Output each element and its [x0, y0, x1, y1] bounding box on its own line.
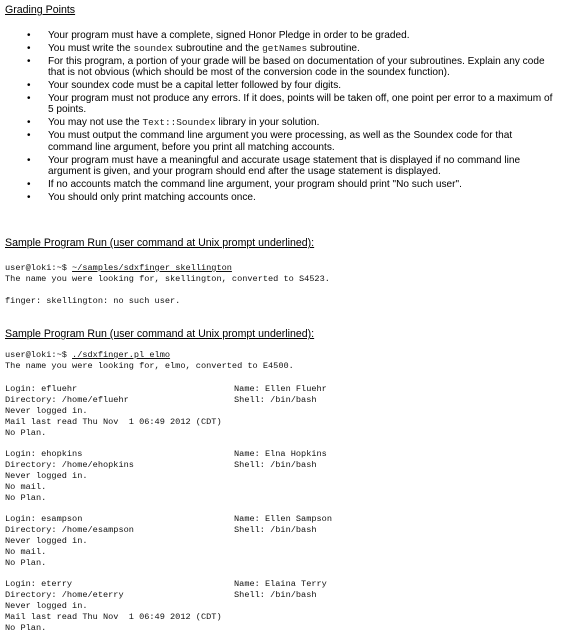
- directory-field: Directory: /home/efluehr: [5, 394, 129, 405]
- shell-prompt: user@loki:~$: [5, 263, 73, 273]
- shell-field: Shell: /bin/bash: [234, 459, 317, 470]
- list-item: • For this program, a portion of your grade will be based on documentation of your subroutines. Explain any code that is not obvious (which should be most of the conversion code in the soundex function).: [0, 56, 560, 78]
- code-getnames: getNames: [262, 43, 308, 54]
- shell-field: Shell: /bin/bash: [234, 524, 317, 535]
- name-field: Name: Ellen Sampson: [234, 514, 332, 524]
- plan-status: No Plan.: [5, 492, 47, 503]
- login-field: Login: efluehr: [5, 384, 78, 394]
- mail-status: No mail.: [5, 546, 47, 557]
- grading-points-list: [0, 30, 560, 205]
- mail-status: Mail last read Thu Nov 1 06:49 2012 (CDT): [5, 611, 222, 622]
- output-line: The name you were looking for, skellington, converted to S4523.: [5, 273, 330, 284]
- login-status: Never logged in.: [5, 535, 88, 546]
- mail-status: No mail.: [5, 481, 47, 492]
- plan-status: No Plan.: [5, 622, 47, 633]
- account-block: [5, 514, 455, 568]
- login-field: Login: ehopkins: [5, 449, 83, 459]
- list-item: • You may not use the Text::Soundex library in your solution.: [0, 117, 560, 128]
- directory-field: Directory: /home/eterry: [5, 589, 124, 600]
- list-item: • You should only print matching accounts once.: [0, 192, 560, 203]
- directory-field: Directory: /home/ehopkins: [5, 459, 134, 470]
- login-status: Never logged in.: [5, 405, 88, 416]
- user-command: ./sdxfinger.pl elmo: [72, 350, 171, 360]
- plan-status: No Plan.: [5, 557, 47, 568]
- sample-run-2-heading: Sample Program Run (user command at Unix prompt underlined):: [5, 328, 315, 340]
- name-field: Name: Elaina Terry: [234, 579, 327, 589]
- login-field: Login: esampson: [5, 514, 83, 524]
- shell-field: Shell: /bin/bash: [234, 589, 317, 600]
- account-block: [5, 449, 455, 503]
- shell-prompt: user@loki:~$: [5, 350, 73, 360]
- directory-field: Directory: /home/esampson: [5, 524, 134, 535]
- list-item: • Your program must have a meaningful and accurate usage statement that is displayed if no command line argument is given, and your program should end after the usage statement is displayed.: [0, 155, 560, 177]
- code-soundex: soundex: [133, 43, 173, 54]
- list-item: • Your program must have a complete, signed Honor Pledge in order to be graded.: [0, 30, 560, 41]
- list-item: • You must write the soundex subroutine and the getNames subroutine.: [0, 43, 560, 54]
- mail-status: Mail last read Thu Nov 1 06:49 2012 (CDT): [5, 416, 222, 427]
- sample-run-2-header: [5, 350, 294, 372]
- account-block: [5, 384, 455, 438]
- login-status: Never logged in.: [5, 600, 88, 611]
- account-block: [5, 579, 455, 633]
- list-item: • You must output the command line argument you were processing, as well as the Soundex code for that command line argument, before you print all matching accounts.: [0, 130, 560, 152]
- grading-points-heading: Grading Points: [5, 4, 76, 16]
- shell-field: Shell: /bin/bash: [234, 394, 317, 405]
- login-status: Never logged in.: [5, 470, 88, 481]
- name-field: Name: Ellen Fluehr: [234, 384, 327, 394]
- sample-run-1-output: [5, 263, 330, 307]
- name-field: Name: Elna Hopkins: [234, 449, 327, 459]
- user-command: ~/samples/sdxfinger skellington: [72, 263, 232, 273]
- list-item: • Your program must not produce any errors. If it does, points will be taken off, one point per error to a maximum of 5 points.: [0, 93, 560, 115]
- list-item: • Your soundex code must be a capital letter followed by four digits.: [0, 80, 560, 91]
- list-item: • If no accounts match the command line argument, your program should print "No such user".: [0, 179, 560, 190]
- login-field: Login: eterry: [5, 579, 73, 589]
- output-line: The name you were looking for, elmo, converted to E4500.: [5, 360, 294, 371]
- sample-run-1-heading: Sample Program Run (user command at Unix prompt underlined):: [5, 237, 315, 249]
- plan-status: No Plan.: [5, 427, 47, 438]
- code-text-soundex: Text::Soundex: [142, 117, 216, 129]
- output-line: finger: skellington: no such user.: [5, 295, 181, 306]
